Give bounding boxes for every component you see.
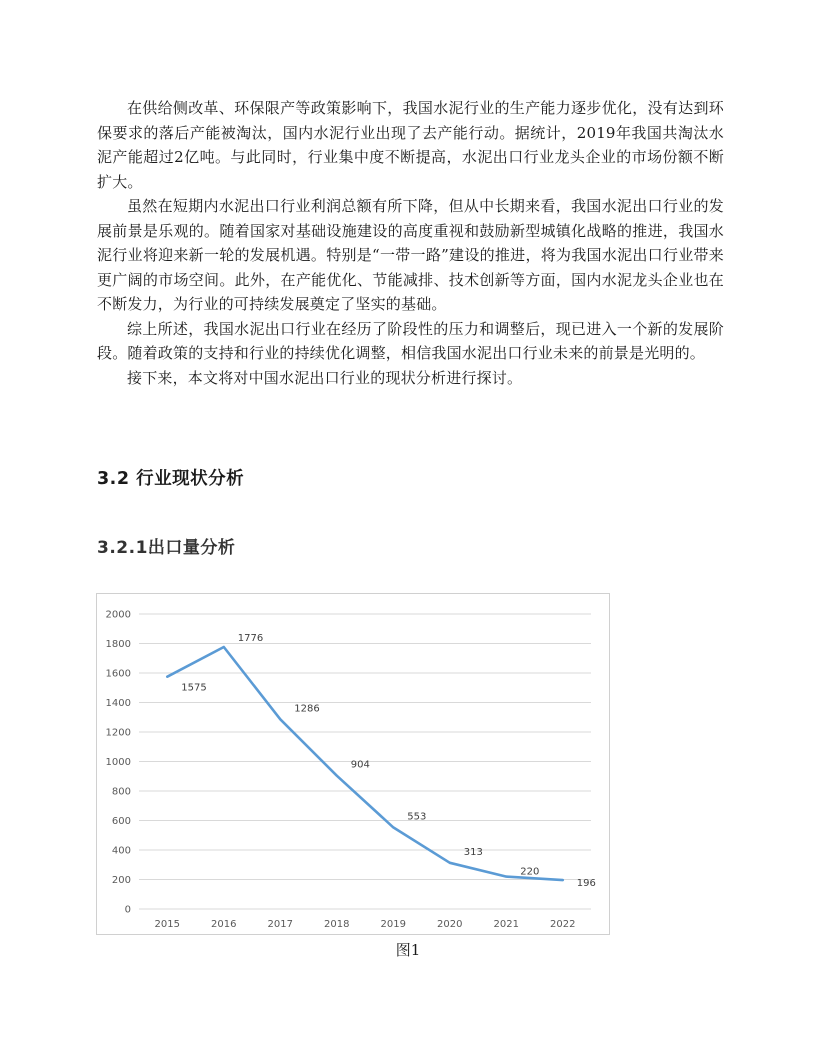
x-tick-label: 2021 <box>493 919 519 930</box>
data-label: 220 <box>520 866 540 878</box>
section-heading: 3.2 行业现状分析 <box>97 469 245 489</box>
data-label: 1575 <box>181 682 207 694</box>
export-volume-chart <box>96 593 610 935</box>
y-tick-label: 400 <box>111 845 131 857</box>
data-label: 196 <box>576 878 596 890</box>
paragraph-3: 综上所述，我国水泥出口行业在经历了阶段性的压力和调整后，现已进入一个新的发展阶段。随着政策的支持和行业的持续优化调整，相信我国水泥出口行业未来的前景是光明的。 <box>97 319 724 362</box>
y-tick-label: 0 <box>124 904 131 916</box>
figure-caption: 图1 <box>395 941 421 959</box>
y-tick-label: 1800 <box>105 639 131 650</box>
chart-svg <box>97 594 611 936</box>
y-tick-label: 1400 <box>105 698 131 709</box>
y-tick-label: 1000 <box>105 757 131 768</box>
y-tick-label: 2000 <box>105 609 131 621</box>
x-tick-label: 2015 <box>154 919 180 930</box>
x-tick-label: 2020 <box>437 919 463 930</box>
paragraph-2: 虽然在短期内水泥出口行业利润总额有所下降，但从中长期来看，我国水泥出口行业的发展前景是乐观的。随着国家对基础设施建设的高度重视和鼓励新型城镇化战略的推进，我国水泥行业将迎来新一轮的发展机遇。特别是“一带一路”建设的推进，将为我国水泥出口行业带来更广阔的市场空间。此外，在产能优化、节能减排、技术创新等方面，国内水泥龙头企业也在不断发力，为行业的可持续发展奠定了坚实的基础。 <box>97 197 724 313</box>
y-tick-label: 1600 <box>105 668 131 680</box>
paragraph-4: 接下来，本文将对中国水泥出口行业的现状分析进行探讨。 <box>127 368 523 387</box>
y-tick-label: 1200 <box>105 727 131 739</box>
y-tick-label: 600 <box>111 816 131 827</box>
y-tick-label: 800 <box>111 786 131 798</box>
y-tick-label: 200 <box>111 875 131 886</box>
data-label: 553 <box>407 811 427 823</box>
data-label: 1776 <box>237 633 264 645</box>
subsection-heading: 3.2.1出口量分析 <box>97 538 236 558</box>
x-tick-label: 2017 <box>267 919 293 930</box>
x-tick-label: 2022 <box>550 919 576 930</box>
x-tick-label: 2019 <box>380 919 406 930</box>
x-tick-label: 2018 <box>324 919 350 930</box>
data-label: 904 <box>350 759 370 771</box>
data-label: 1286 <box>294 703 320 715</box>
paragraph-1: 在供给侧改革、环保限产等政策影响下，我国水泥行业的生产能力逐步优化，没有达到环保要求的落后产能被淘汰，国内水泥行业出现了去产能行动。据统计，2019年我国共淘汰水泥产能超过2亿吨。与此同时，行业集中度不断提高，水泥出口行业龙头企业的市场份额不断扩大。 <box>97 99 724 191</box>
body-text <box>97 96 724 390</box>
data-label: 313 <box>463 846 483 858</box>
x-tick-label: 2016 <box>211 919 237 930</box>
